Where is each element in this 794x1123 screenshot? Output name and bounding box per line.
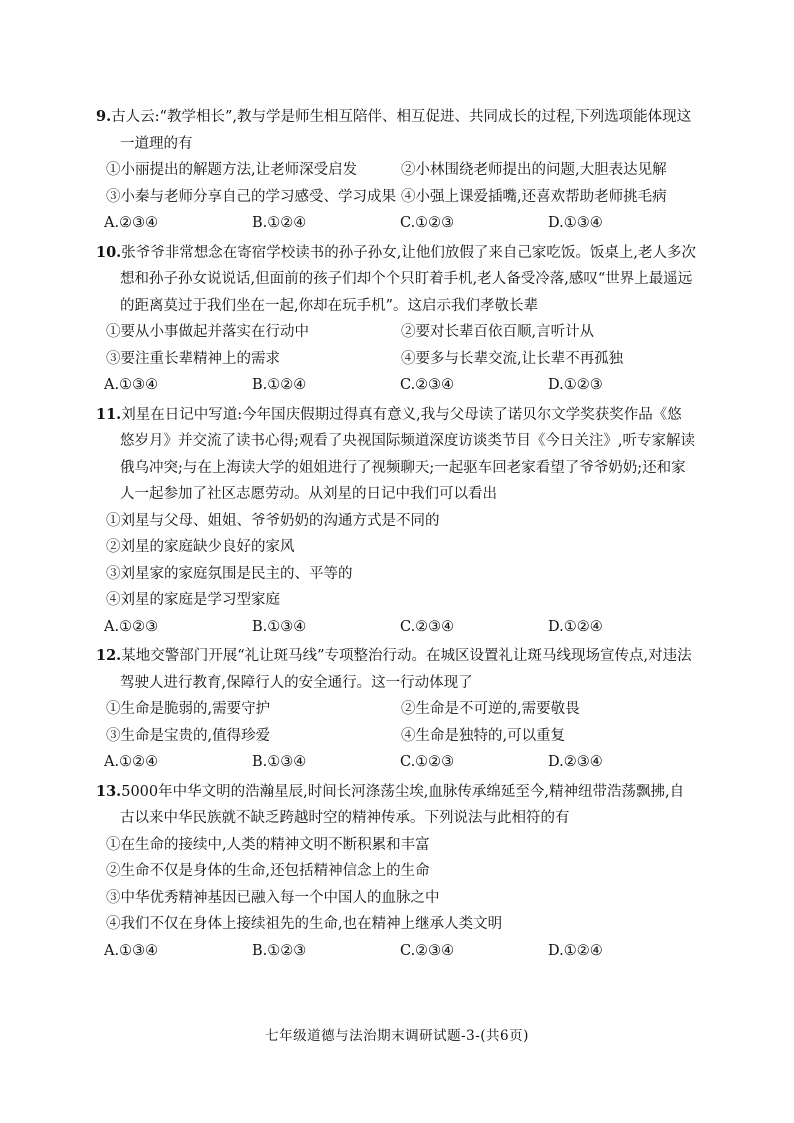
choice-a[interactable]: A.①③④ (104, 942, 159, 959)
choice-list (96, 372, 696, 399)
statement: ④生命是独特的,可以重复 (401, 727, 566, 744)
question-10 (96, 240, 696, 399)
question-stem: 13.5000年中华文明的浩瀚星辰,时间长河涤荡尘埃,血脉传承绵延至今,精神纽带浩荡飘拂,自古以来中华民族就不缺乏跨越时空的精神传承。下列说法与此相符的有 (96, 782, 685, 826)
choice-list (96, 210, 696, 237)
choice-b[interactable]: B.①②③ (252, 942, 307, 959)
choice-d[interactable]: D.①②③ (548, 377, 603, 393)
choice-a[interactable]: A.②③④ (104, 215, 159, 231)
choice-b[interactable]: B.①③④ (252, 618, 307, 635)
choice-list (96, 938, 696, 965)
question-stem: 12.某地交警部门开展“礼让斑马线”专项整治行动。在城区设置礼让斑马线现场宣传点,对违法驾驶人进行教育,保障行人的安全通行。这一行动体现了 (96, 647, 692, 691)
choice-c[interactable]: C.①②③ (400, 215, 455, 231)
statement-list (96, 832, 696, 938)
statement: ④小强上课爱插嘴,还喜欢帮助老师挑毛病 (401, 188, 667, 205)
choice-b[interactable]: B.①②④ (252, 215, 307, 231)
question-9 (96, 104, 696, 237)
choice-d[interactable]: D.①③④ (548, 215, 603, 231)
question-stem: 9.古人云:“教学相长”,教与学是师生相互陪伴、相互促进、共同成长的过程,下列选项能体现这一道理的有 (96, 108, 692, 152)
choice-d[interactable]: D.①②④ (548, 618, 603, 635)
page-footer: 七年级道德与法治期末调研试题-3-(共6页) (265, 1028, 529, 1044)
choice-a[interactable]: A.①②④ (104, 754, 159, 770)
choice-d[interactable]: D.①②④ (548, 942, 603, 959)
choice-c[interactable]: C.②③④ (400, 942, 455, 959)
choice-c[interactable]: C.①②③ (400, 754, 455, 770)
statement: ④我们不仅在身体上接续祖先的生命,也在精神上继承人类文明 (106, 916, 503, 932)
statement: ②小林围绕老师提出的问题,大胆表达见解 (401, 162, 667, 178)
statement: ①要从小事做起并落实在行动中 (106, 324, 309, 340)
statement: ③要注重长辈精神上的需求 (106, 350, 280, 367)
choice-a[interactable]: A.①③④ (104, 377, 159, 393)
statement: ③生命是宝贵的,值得珍爱 (106, 727, 271, 744)
choice-c[interactable]: C.②③④ (400, 618, 455, 635)
question-12 (96, 643, 696, 776)
statement: ①在生命的接续中,人类的精神文明不断积累和丰富 (106, 836, 430, 853)
choice-b[interactable]: B.①②④ (252, 377, 307, 393)
statement-list (96, 696, 696, 749)
choice-b[interactable]: B.①③④ (252, 754, 307, 770)
question-stem: 11.刘星在日记中写道:今年国庆假期过得真有意义,我与父母读了诺贝尔文学奖获奖作品《悠悠岁月》并交流了读书心得;观看了央视国际频道深度访谈类节目《今日关注》,听专家解读俄乌冲突;与在上海读大学的姐姐进行了视频聊天;一起驱车回老家看望了爷爷奶奶;还和家人一起参加了社区志愿劳动。从刘星的日记中我们可以看出 (96, 405, 695, 502)
question-13 (96, 779, 696, 965)
statement: ④刘星的家庭是学习型家庭 (106, 592, 280, 608)
statement: ①生命是脆弱的,需要守护 (106, 701, 271, 717)
statement: ②刘星的家庭缺少良好的家风 (106, 539, 295, 555)
statement: ②要对长辈百依百顺,言听计从 (401, 324, 595, 340)
statement: ①小丽提出的解题方法,让老师深受启发 (106, 162, 358, 178)
statement: ③小秦与老师分享自己的学习感受、学习成果 (106, 188, 396, 205)
statement: ①刘星与父母、姐姐、爷爷奶奶的沟通方式是不同的 (106, 512, 440, 529)
statement: ③中华优秀精神基因已融入每一个中国人的血脉之中 (106, 889, 440, 906)
statement-list (96, 157, 696, 210)
choice-a[interactable]: A.①②③ (104, 618, 159, 635)
question-11 (96, 402, 696, 641)
statement: ②生命是不可逆的,需要敬畏 (401, 701, 580, 717)
question-stem: 10.张爷爷非常想念在寄宿学校读书的孙子孙女,让他们放假了来自己家吃饭。饭桌上,老人多次想和孙子孙女说说话,但面前的孩子们却个个只盯着手机,老人备受冷落,感叹“世界上最遥远的距离莫过于我们坐在一起,你却在玩手机”。这启示我们孝敬长辈 (96, 243, 696, 314)
exam-page (96, 104, 696, 967)
choice-d[interactable]: D.②③④ (548, 754, 603, 770)
statement: ②生命不仅是身体的生命,还包括精神信念上的生命 (106, 863, 430, 879)
choice-c[interactable]: C.②③④ (400, 377, 455, 393)
choice-list (96, 749, 696, 776)
statement: ④要多与长辈交流,让长辈不再孤独 (401, 350, 624, 367)
choice-list (96, 614, 696, 641)
statement-list (96, 508, 696, 614)
statement: ③刘星家的家庭氛围是民主的、平等的 (106, 565, 353, 582)
statement-list (96, 319, 696, 372)
